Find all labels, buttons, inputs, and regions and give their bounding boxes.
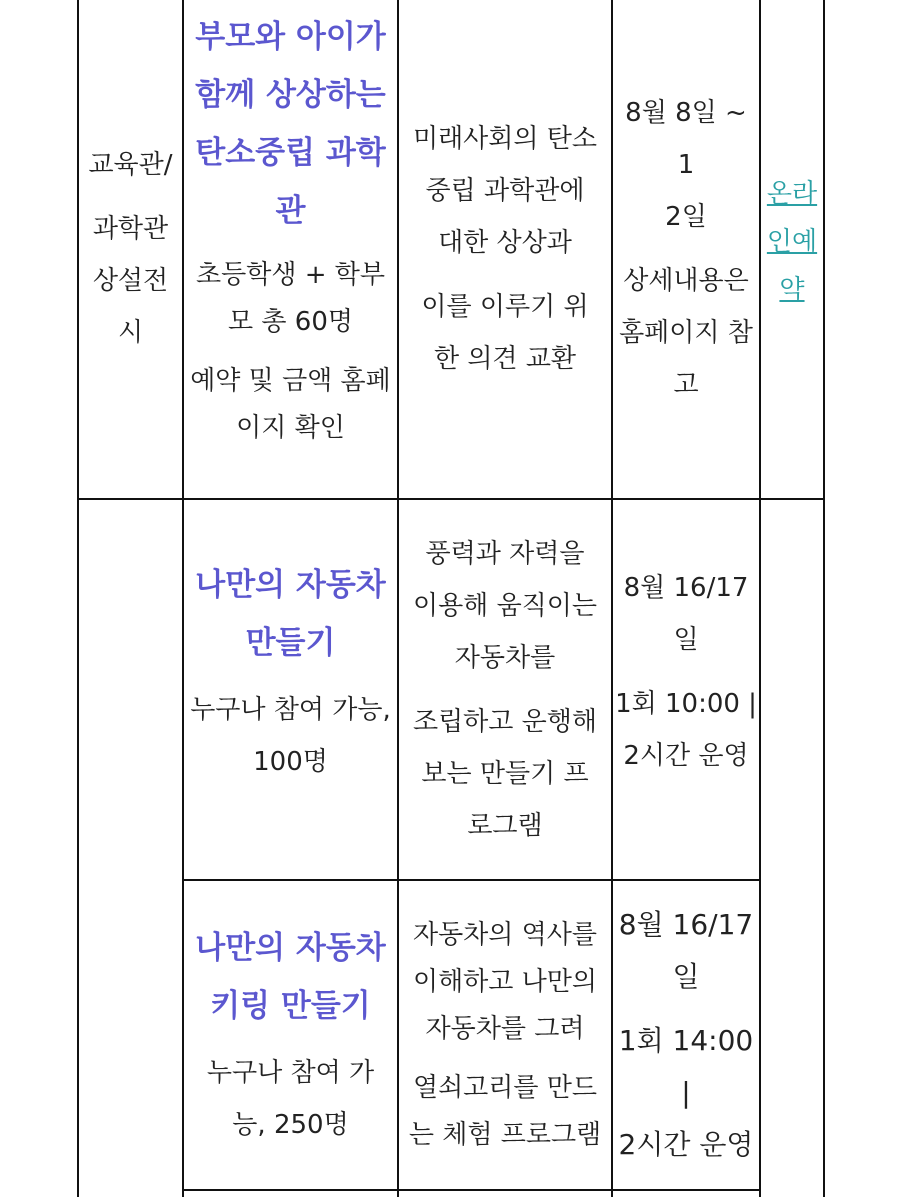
program-target-line: 능, 250명 xyxy=(232,1110,349,1140)
schedule-date-line: 2일 xyxy=(665,202,707,232)
program-title-line: 탄소중립 과학 xyxy=(195,135,386,171)
row1-reservation-cell xyxy=(761,0,823,498)
schedule-date-line: 8월 16/17 xyxy=(618,908,754,941)
schedule-note-line: 홈페이지 참 xyxy=(619,318,753,348)
program-target-line: 100명 xyxy=(253,746,328,777)
category-line: 시 xyxy=(117,318,144,348)
description-line: 대한 상상과 xyxy=(438,228,572,258)
category-line: 상설전 xyxy=(92,266,169,296)
schedule-date-line: 일 xyxy=(673,624,699,655)
program-title-line: 만들기 xyxy=(245,624,336,661)
description-line: 미래사회의 탄소 xyxy=(412,124,598,154)
row2-program-cell xyxy=(184,500,397,879)
border-right xyxy=(823,0,825,1197)
category-line: 교육관/ xyxy=(88,150,173,180)
program-target-line: 모 총 60명 xyxy=(228,307,353,337)
schedule-note-line: 상세내용은 xyxy=(623,266,749,296)
description-line: 조립하고 운행해 xyxy=(412,706,598,737)
program-title-line: 키링 만들기 xyxy=(210,988,371,1024)
program-fee-line: 예약 및 금액 홈페 xyxy=(190,366,391,396)
description-line: 이해하고 나만의 xyxy=(412,966,598,997)
schedule-date-line: 8월 8일 ~ 1 xyxy=(625,98,747,180)
row2-description-cell xyxy=(399,500,611,879)
program-title-line: 나만의 자동차 xyxy=(195,566,386,603)
program-title-line: 함께 상상하는 xyxy=(195,77,386,113)
row3-description-cell xyxy=(399,881,611,1189)
row-divider-3 xyxy=(183,1189,761,1191)
description-line: 열쇠고리를 만드 xyxy=(412,1072,598,1103)
schedule-date-line: 8월 16/17 xyxy=(623,572,749,603)
description-line: 자동차를 그려 xyxy=(425,1013,585,1044)
schedule-time-line: 1회 10:00 | xyxy=(615,688,757,719)
row1-program-cell xyxy=(184,0,397,498)
row1-category-cell xyxy=(79,0,182,498)
reservation-link-line: 인예 xyxy=(766,227,818,257)
online-reservation-link[interactable] xyxy=(767,170,817,314)
description-line: 풍력과 자력을 xyxy=(425,538,585,569)
reservation-link-line: 온라 xyxy=(766,179,818,209)
description-line: 보는 만들기 프 xyxy=(421,758,589,789)
schedule-time-line: 1회 14:00 | xyxy=(618,1024,754,1109)
program-title-line: 나만의 자동차 xyxy=(195,930,386,966)
program-target-line: 누구나 참여 가능, xyxy=(190,694,391,725)
row2-schedule-cell xyxy=(613,500,759,879)
description-line: 중립 과학관에 xyxy=(425,176,585,206)
schedule-date-line: 일 xyxy=(672,960,700,993)
description-line: 이용해 움직이는 xyxy=(412,590,598,621)
row3-program-cell xyxy=(184,881,397,1189)
description-line: 는 체험 프로그램 xyxy=(408,1119,602,1150)
description-line: 이를 이루기 위 xyxy=(421,292,589,322)
row3-schedule-cell xyxy=(613,881,759,1189)
description-line: 자동차의 역사를 xyxy=(412,919,598,950)
row1-description-cell xyxy=(399,0,611,498)
program-title-line: 관 xyxy=(275,193,306,229)
description-line: 로그램 xyxy=(467,810,543,841)
program-target-line: 누구나 참여 가 xyxy=(206,1058,375,1088)
schedule-note-line: 고 xyxy=(673,370,699,400)
program-title-line: 부모와 아이가 xyxy=(195,19,386,55)
program-fee-line: 이지 확인 xyxy=(236,413,345,443)
reservation-link-line: 약 xyxy=(779,275,805,305)
category-line: 과학관 xyxy=(92,214,169,244)
program-target-line: 초등학생 + 학부 xyxy=(195,260,385,290)
schedule-time-line: 2시간 운영 xyxy=(618,1128,754,1161)
description-line: 한 의견 교환 xyxy=(433,344,577,374)
row1-schedule-cell xyxy=(613,0,759,498)
schedule-time-line: 2시간 운영 xyxy=(623,740,749,771)
description-line: 자동차를 xyxy=(454,642,556,673)
